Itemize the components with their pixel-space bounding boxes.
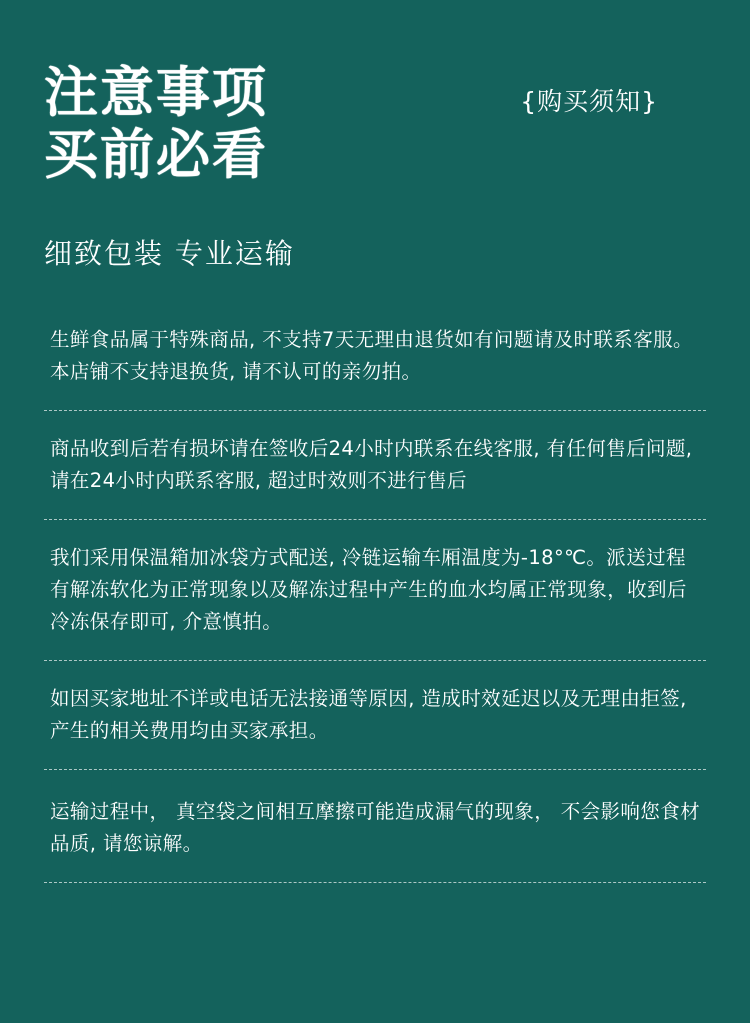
notice-divider-4 [44, 769, 706, 770]
notice-divider-3 [44, 660, 706, 661]
notice-list [44, 324, 706, 883]
notice-item-1: 生鲜食品属于特殊商品, 不支持7天无理由退货如有问题请及时联系客服。本店铺不支持退换货, 请不认可的亲勿拍。 [50, 328, 693, 383]
page-title [44, 62, 706, 186]
notice-item-5: 运输过程中， 真空袋之间相互摩擦可能造成漏气的现象， 不会影响您食材品质, 请您谅解。 [50, 800, 700, 855]
page-title-line-1: 注意事项 [44, 61, 268, 124]
corner-note: {购买须知} [520, 87, 658, 116]
page-title-line-2: 买前必看 [44, 123, 268, 186]
page-subtitle: 细致包装 专业运输 [44, 237, 295, 270]
notice-item-4: 如因买家地址不详或电话无法接通等原因, 造成时效延迟以及无理由拒签, 产生的相关费用均由买家承担。 [50, 687, 687, 742]
notice-item-3: 我们采用保温箱加冰袋方式配送, 冷链运输车厢温度为-18°℃。派送过程有解冻软化为正常现象以及解冻过程中产生的血水均属正常现象，收到后冷冻保存即可, 介意慎拍。 [50, 546, 687, 633]
notice-divider-1 [44, 410, 706, 411]
page-header [44, 0, 706, 186]
notice-divider-2 [44, 519, 706, 520]
notice-divider-5 [44, 882, 706, 883]
notice-item-2: 商品收到后若有损坏请在签收后24小时内联系在线客服, 有任何售后问题, 请在24小时内联系客服, 超过时效则不进行售后 [50, 437, 693, 492]
